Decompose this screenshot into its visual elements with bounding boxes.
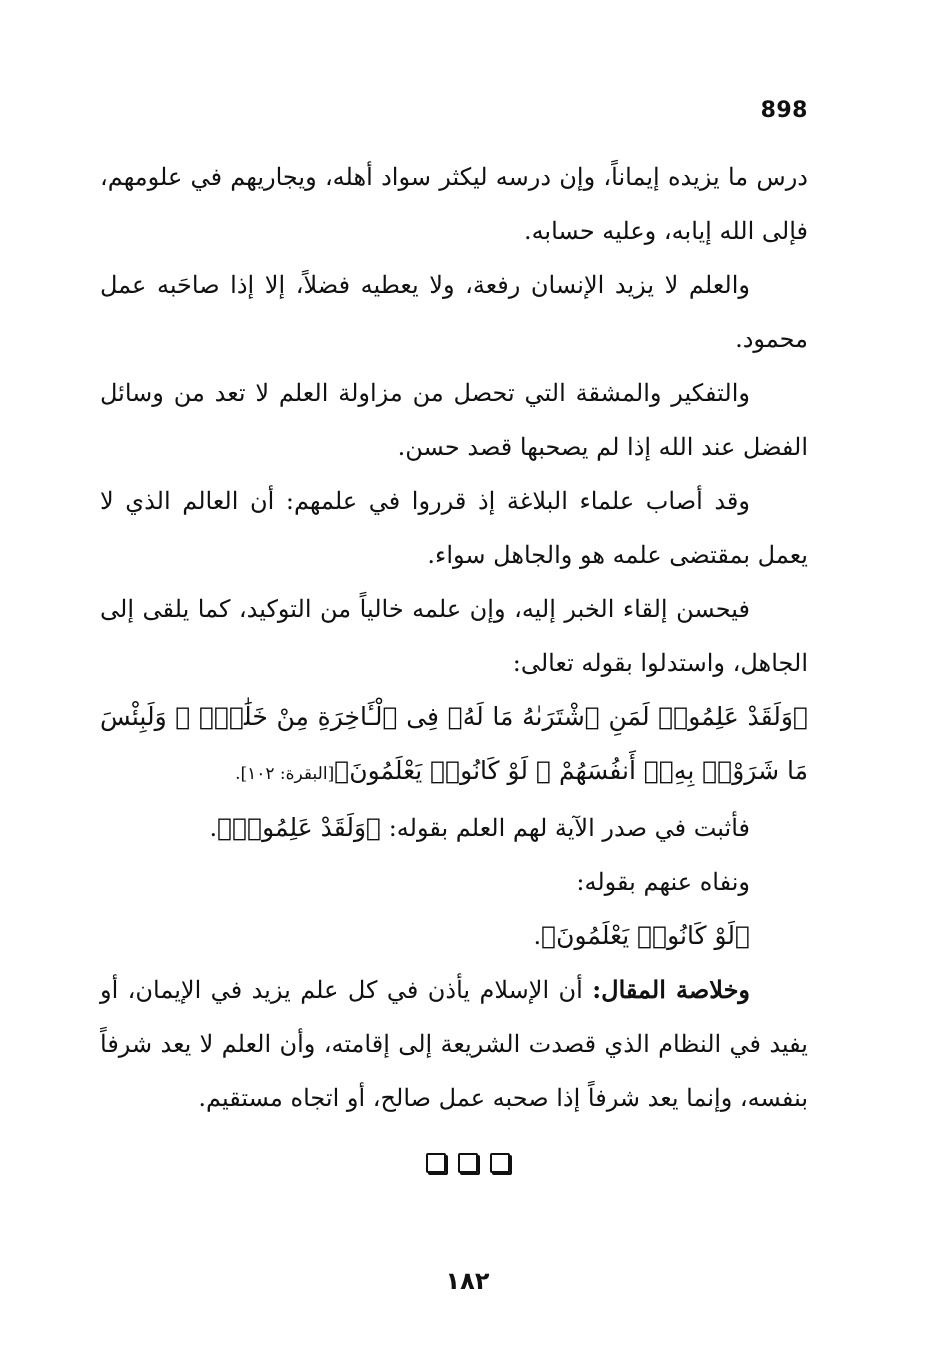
paragraph-5: فيحسن إلقاء الخبر إليه، وإن علمه خالياً من التوكيد، كما يلقى إلى الجاهل، واستدلوا بقوله تعالى: [100,595,808,677]
quran-verse: ﴿وَلَقَدْ عَلِمُوا۟ لَمَنِ ٱشْتَرَىٰهُ مَا لَهُۥ فِى ٱلْـَٔاخِرَةِ مِنْ خَلَٰقٍۢ ۚ وَلَبِئْسَ مَا شَرَوْا۟ بِهِۦٓ أَنفُسَهُمْ ۚ لَوْ كَانُوا۟ يَعْلَمُونَ﴾ [100,702,808,785]
quoted-verse-2: ﴿لَوْ كَانُوا۟ يَعْلَمُونَ﴾ [541,921,750,950]
paragraph-1: درس ما يزيده إيماناً، وإن درسه ليكثر سواد أهله، ويجاريهم في علومهم، فإلى الله إيابه، وعليه حسابه. [100,163,808,245]
quoted-verse-1: ﴿وَلَقَدْ عَلِمُوا۟﴾ [217,813,382,842]
page-number-bottom: ١٨٢ [445,1267,490,1295]
page-number-top: 898 [760,98,808,123]
conclusion-text: أن الإسلام يأذن في كل علم يزيد في الإيمان، أو يفيد في النظام الذي قصدت الشريعة إلى إقامته، وأن العلم لا يعد شرفاً بنفسه، وإنما يعد شرفاً إذا صحبه عمل صالح، أو اتجاه مستقيم. [100,976,808,1112]
section-end-ornament [0,1153,935,1177]
page-body [100,150,808,1125]
ornament-square-icon [426,1153,446,1173]
paragraph-3: والتفكير والمشقة التي تحصل من مزاولة العلم لا تعد من وسائل الفضل عند الله إذا لم يصحبها قصد حسن. [100,379,808,461]
paragraph-6-end: . [209,814,218,842]
paragraph-8-end: . [533,922,542,950]
verse-reference: [البقرة: ١٠٢]. [235,764,335,784]
conclusion-paragraph [100,963,808,1125]
paragraph-2: والعلم لا يزيد الإنسان رفعة، ولا يعطيه فضلاً، إلا إذا صاحَبه عمل محمود. [100,271,808,353]
paragraph-7: ونفاه عنهم بقوله: [576,868,750,896]
paragraph-6-text: فأثبت في صدر الآية لهم العلم بقوله: [381,814,750,842]
paragraph-6 [100,801,808,855]
paragraph-4: وقد أصاب علماء البلاغة إذ قرروا في علمهم: أن العالم الذي لا يعمل بمقتضى علمه هو والجاهل سواء. [100,487,808,569]
quran-verse-block [100,690,808,801]
conclusion-label: وخلاصة المقال: [592,975,751,1004]
paragraph-8 [100,909,808,963]
ornament-square-icon [458,1153,478,1173]
ornament-square-icon [490,1153,510,1173]
